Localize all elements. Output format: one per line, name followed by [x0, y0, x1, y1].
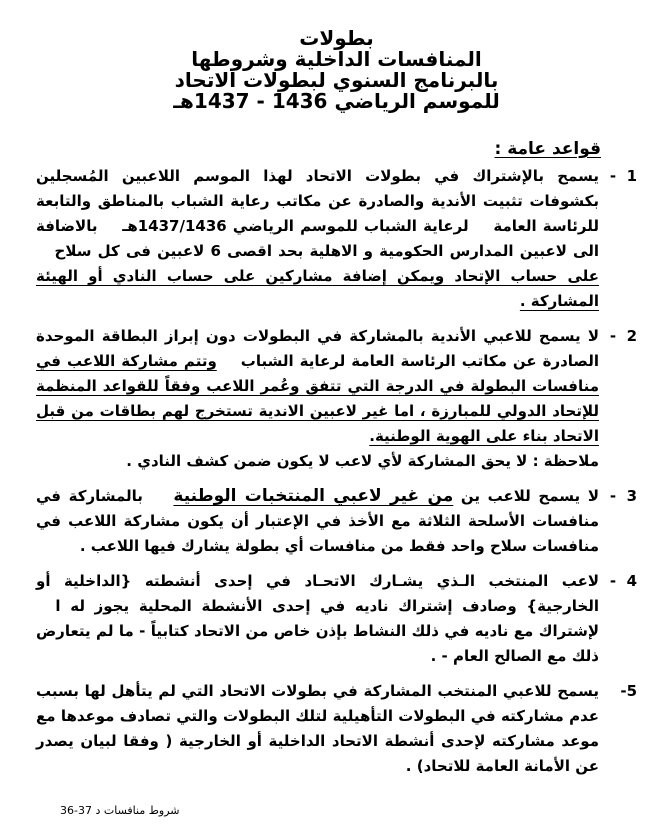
rule-text-segment: يسمح بالإشتراك في بطولات الاتحاد لهذا الموسم اللاعبين المُسجلين بكشوفات تثبيت الأندية والصادرة عن مكاتب رعاية الشباب بالمناطق والتابعة للرئاسة العامة لرعاية الشباب للموسم الرياضي 1437/1436هـ بالاضافة الى لاعبين المدارس الحكومية و الاهلية بحد اقصى 6 لاعبين فى كل سلاح — [36, 167, 599, 260]
rule-item-5 — [36, 679, 637, 779]
rule-item-3 — [36, 484, 637, 559]
rule-text — [36, 324, 599, 474]
rule-text-segment: على حساب الإتحاد ويمكن إضافة مشاركين على حساب النادي أو الهيئة المشاركة . — [36, 267, 599, 310]
rule-number: 4 - — [609, 572, 637, 590]
rule-item-4 — [36, 569, 637, 669]
rule-number: 5- — [620, 682, 637, 700]
rule-text — [36, 569, 599, 669]
rule-text-segment: لا يسمح للاعب ين — [453, 487, 599, 505]
rule-text-segment: من غير لاعبي المنتخبات الوطنية — [173, 486, 454, 506]
rule-text — [36, 679, 599, 779]
rule-text — [36, 164, 599, 314]
title-line-2: المنافسات الداخلية وشروطها — [191, 47, 482, 71]
document-title — [36, 28, 637, 112]
rule-number: 1 - — [609, 167, 637, 185]
rule-item-2 — [36, 324, 637, 474]
rule-number: 3 - — [609, 487, 637, 505]
section-heading: قواعد عامة : — [494, 139, 601, 159]
rule-text-segment: لا يسمح للاعبي الأندية بالمشاركة في البطولات دون إبراز البطاقة الموحدة الصادرة عن مكاتب الرئاسة العامة لرعاية الشباب — [36, 327, 599, 370]
rule-text-segment: لاعب المنتخب الـذي يشـارك الاتحـاد في إحدى أنشطته {الداخلية أو الخارجية} وصادف إشتراك ناديه في إحدى الأنشطة المحلية يجوز له ا لإشتراك مع ناديه في ذلك النشاط بإذن خاص من الاتحاد كتابياً - ما لم يتعارض ذلك مع الصالح العام - . — [36, 572, 599, 665]
rule-text — [36, 484, 599, 559]
rule-text-segment: بالمشاركة في منافسات الأسلحة الثلاثة مع الأخذ في الإعتبار أن يكون مشاركة اللاعب في منافسات سلاح واحد فقط من منافسات أي بطولة يشارك فيها اللاعب . — [36, 487, 599, 555]
title-line-3: بالبرنامج السنوي لبطولات الاتحاد — [174, 68, 499, 92]
rule-text-segment: وتتم مشاركة اللاعب في منافسات البطولة في الدرجة التي تتفق وعُمر اللاعب وفقاً للقواعد المنظمة للإتحاد الدولي للمبارزة ، اما غير لاعبين الاندية تستخرج لهم بطاقات من قبل الاتحاد بناء على الهوية الوطنية. — [36, 352, 599, 445]
rule-text-segment: يسمح للاعبي المنتخب المشاركة في بطولات الاتحاد التي لم يتأهل لها بسبب عدم مشاركته في البطولات التأهيلية لتلك البطولات والتي تصادف موعدها مع موعد مشاركته لإحدى أنشطة الاتحاد الداخلية أو الخارجية ( وفقا لبيان يصدر عن الأمانة العامة للاتحاد) . — [36, 682, 599, 775]
rule-number: 2 - — [609, 327, 637, 345]
rule-text-segment: ملاحظة : لا يحق المشاركة لأي لاعب لا يكون ضمن كشف النادي . — [126, 452, 599, 470]
title-line-4: للموسم الرياضي 1436 - 1437هـ — [173, 89, 500, 113]
title-line-1: بطولات — [299, 26, 374, 50]
rule-item-1 — [36, 164, 637, 314]
rules-list — [36, 164, 637, 779]
page-footer: شروط منافسات د 37-36 — [60, 804, 180, 817]
